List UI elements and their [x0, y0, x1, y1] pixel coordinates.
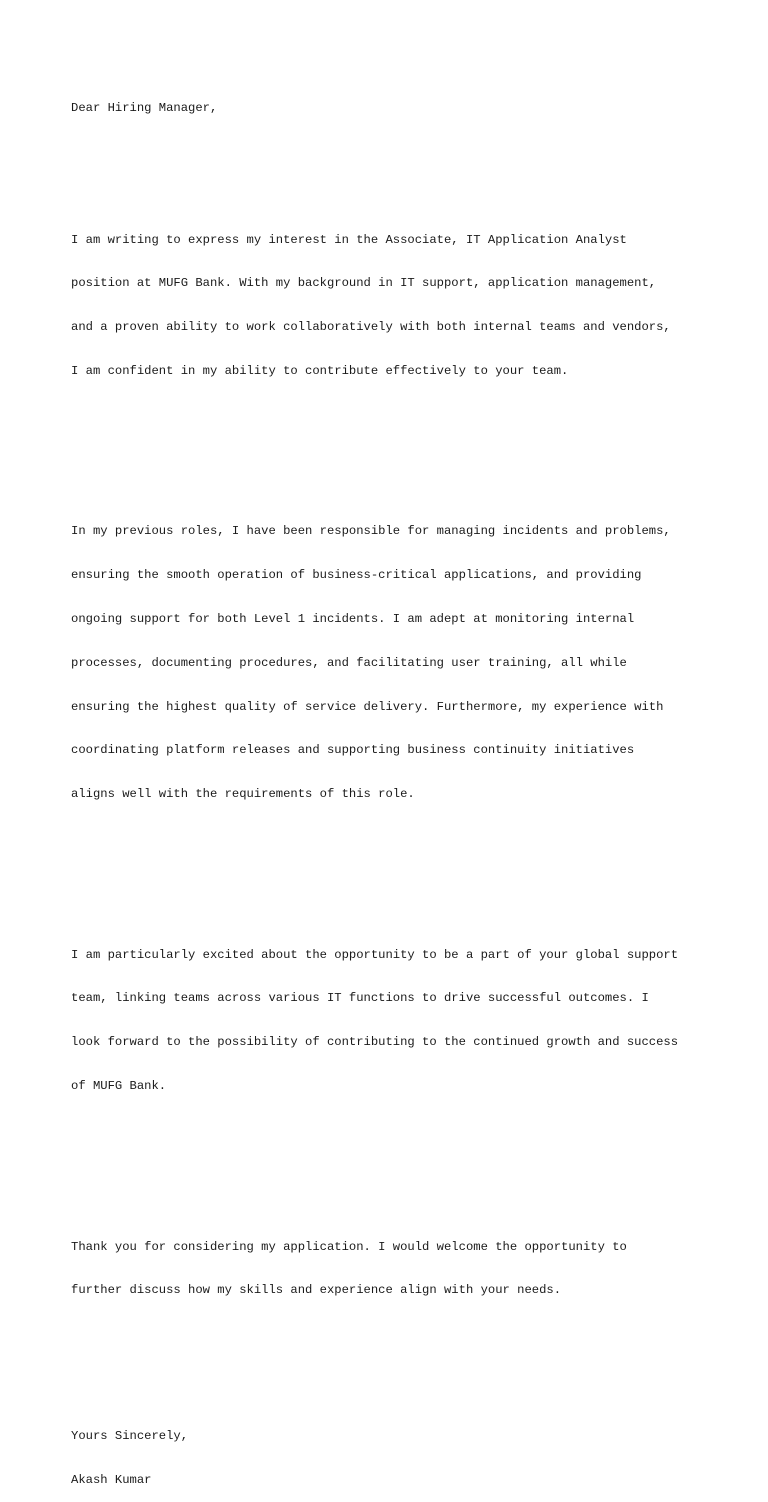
text-line: team, linking teams across various IT functions to drive successful outcomes. I — [71, 991, 649, 1006]
text-line: position at MUFG Bank. With my background in IT support, application management, — [71, 276, 657, 291]
text-line: I am confident in my ability to contribute effectively to your team. — [71, 363, 569, 378]
text-line: further discuss how my skills and experience align with your needs. — [71, 1283, 562, 1298]
text-line: of MUFG Bank. — [71, 1078, 167, 1093]
paragraph-experience — [71, 495, 751, 831]
paragraph-gap — [71, 860, 751, 875]
paragraph-gap — [71, 1152, 751, 1167]
signature-gap — [71, 1356, 751, 1385]
text-line: ongoing support for both Level 1 incidents. I am adept at monitoring internal — [71, 611, 635, 626]
text-line: coordinating platform releases and supporting business continuity initiatives — [71, 743, 635, 758]
paragraph-intro — [71, 203, 751, 407]
text-line: Thank you for considering my application. I would welcome the opportunity to — [71, 1239, 627, 1254]
signature-name: Akash Kumar — [71, 1473, 152, 1487]
text-line: ensuring the highest quality of service delivery. Furthermore, my experience with — [71, 699, 664, 714]
text-line: aligns well with the requirements of this role. — [71, 787, 415, 802]
text-line: look forward to the possibility of contributing to the continued growth and success — [71, 1035, 679, 1050]
text-line: I am particularly excited about the opportunity to be a part of your global support — [71, 947, 679, 962]
text-line: In my previous roles, I have been responsible for managing incidents and problems, — [71, 524, 671, 539]
paragraph-gap — [71, 437, 751, 452]
text-line: ensuring the smooth operation of business-critical applications, and providing — [71, 568, 642, 583]
paragraph-motivation — [71, 918, 751, 1122]
closing: Yours Sincerely, — [71, 1429, 189, 1444]
cover-letter — [71, 72, 751, 1502]
salutation: Dear Hiring Manager, — [71, 101, 218, 116]
text-line: and a proven ability to work collaboratively with both internal teams and vendors, — [71, 320, 671, 335]
text-line: processes, documenting procedures, and facilitating user training, all while — [71, 655, 627, 670]
paragraph-gap — [71, 145, 751, 160]
paragraph-thanks — [71, 1210, 751, 1327]
text-line: I am writing to express my interest in the Associate, IT Application Analyst — [71, 232, 627, 247]
